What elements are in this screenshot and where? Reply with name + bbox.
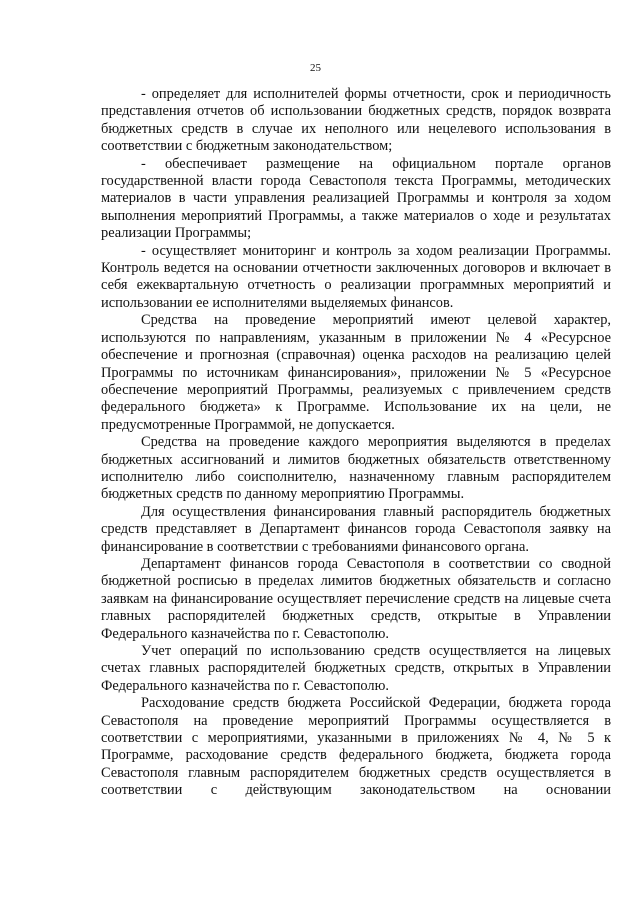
paragraph-monitoring-and-control: - осуществляет мониторинг и контроль за ходом реализации Программы. Контроль ведется на основании отчетности заключенных договоров и включает в себя ежеквартальную отчетность о реализации программных мероприятий и использовании ее исполнителями выделяемых финансов. <box>101 242 611 311</box>
paragraph-ensures-portal-publication: - обеспечивает размещение на официальном портале органов государственной власти города Севастополя текста Программы, методических материалов в части управления реализацией Программы и контроля за ходом выполнения мероприятий Программы, а также материалов о ходе и результатах реализации Программы; <box>101 155 611 242</box>
page-number: 25 <box>310 62 321 74</box>
paragraph-funds-allocation: Средства на проведение каждого мероприятия выделяются в пределах бюджетных ассигнований и лимитов бюджетных обязательств ответственному исполнителю либо соисполнителю, назначенному главным распорядителем бюджетных средств по данному мероприятию Программы. <box>101 434 611 503</box>
paragraph-financing-request: Для осуществления финансирования главный распорядитель бюджетных средств представляет в Департамент финансов города Севастополя заявку на финансирование в соответствии с требованиями финансового органа. <box>101 503 611 555</box>
document-body <box>101 86 611 800</box>
paragraph-finance-department-transfer: Департамент финансов города Севастополя в соответствии со сводной бюджетной росписью в пределах лимитов бюджетных обязательств и согласно заявкам на финансирование осуществляет перечисление средств на лицевые счета главных распорядителей бюджетных средств, открытые в Управлении Федерального казначейства по г. Севастополю. <box>101 555 611 642</box>
paragraph-accounting-of-operations: Учет операций по использованию средств осуществляется на лицевых счетах главных распорядителей бюджетных средств, открытых в Управлении Федерального казначейства по г. Севастополю. <box>101 643 611 694</box>
paragraph-defines-reporting-forms: - определяет для исполнителей формы отчетности, срок и периодичность представления отчетов об использовании бюджетных средств, порядок возврата бюджетных средств в случае их неполного или нецелевого использования в соответствии с бюджетным законодательством; <box>101 86 611 155</box>
paragraph-targeted-funds: Средства на проведение мероприятий имеют целевой характер, используются по направлениям, указанным в приложении № 4 «Ресурсное обеспечение и прогнозная (справочная) оценка расходов на реализацию целей Программы по источникам финансирования», приложении № 5 «Ресурсное обеспечение мероприятий Программы, реализуемых с привлечением средств федерального бюджета» к Программе. Использование их на цели, не предусмотренные Программой, не допускается. <box>101 312 611 433</box>
paragraph-budget-spending: Расходование средств бюджета Российской Федерации, бюджета города Севастополя на проведение мероприятий Программы осуществляется в соответствии с мероприятиями, указанными в приложениях № 4, № 5 к Программе, расходование средств федерального бюджета, бюджета города Севастополя главным распорядителем бюджетных средств осуществляется в соответствии с действующим законодательством на основании <box>101 695 611 799</box>
